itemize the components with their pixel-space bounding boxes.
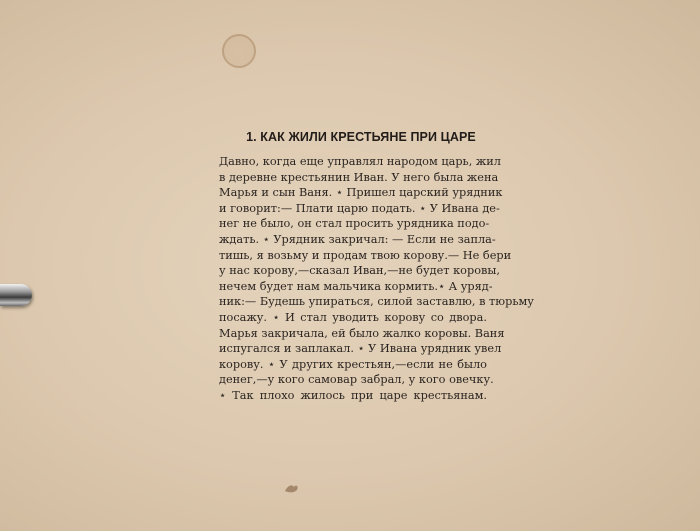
coffee-stain xyxy=(222,34,256,68)
text-line: Давно, когда еще управлял народом царь, жил xyxy=(219,155,501,168)
text-line: тишь, я возьму и продам твою корову.— Не бери xyxy=(219,248,512,262)
text-line: нечем будет нам мальчика кормить.⋆ А уряд- xyxy=(219,279,493,293)
text-line: и говорит:— Плати царю подать. ⋆ У Ивана де- xyxy=(219,201,500,215)
text-line: в деревне крестьянин Иван. У него была жена xyxy=(219,170,499,184)
text-line: у нас корову,—сказал Иван,—не будет коровы, xyxy=(219,264,500,278)
text-line: Марья закричала, ей было жалко коровы. Ваня xyxy=(219,326,505,340)
text-line: денег,—у кого самовар забрал, у кого овечку. xyxy=(219,373,494,387)
text-line: нег не было, он стал просить урядника подо- xyxy=(219,217,490,231)
chapter-title: 1. КАК ЖИЛИ КРЕСТЬЯНЕ ПРИ ЦАРЕ xyxy=(246,130,476,144)
ink-blot-icon xyxy=(284,483,300,494)
text-line: корову. ⋆ У других крестьян,—если не было xyxy=(219,357,487,371)
text-line: посажу. ⋆ И стал уводить корову со двора. xyxy=(219,310,487,324)
text-line: Марья и сын Ваня. ⋆ Пришел царский урядник xyxy=(219,186,503,200)
text-line: ждать. ⋆ Урядник закричал: — Если не запла- xyxy=(219,232,496,246)
body-text xyxy=(219,154,534,404)
paper-clip xyxy=(0,284,32,306)
text-line: ⋆ Так плохо жилось при царе крестьянам. xyxy=(219,388,487,402)
text-line: испугался и заплакал. ⋆ У Ивана урядник увел xyxy=(219,342,502,356)
text-line: ник:— Будешь упираться, силой заставлю, в тюрьму xyxy=(219,295,534,309)
